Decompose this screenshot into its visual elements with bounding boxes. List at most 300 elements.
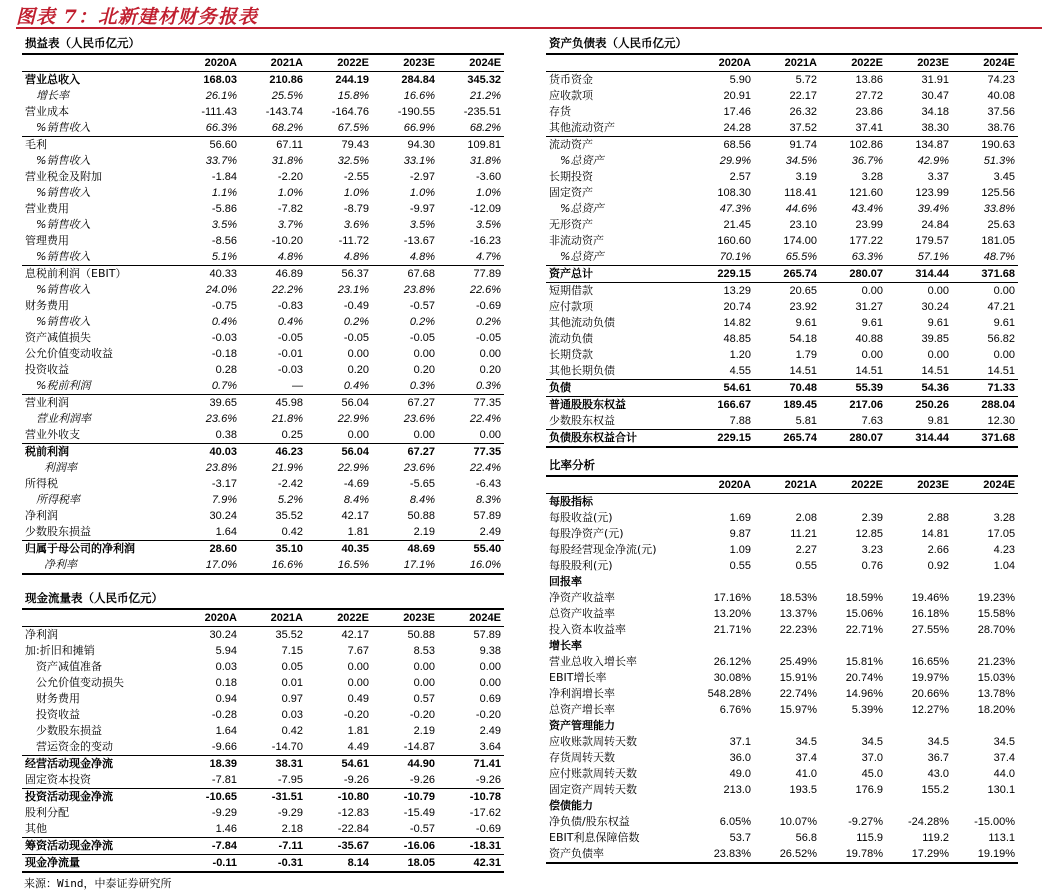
year-header: 2022E	[306, 609, 372, 627]
cell-value: 20.74%	[845, 672, 883, 684]
cell-value: -9.27%	[848, 816, 883, 828]
row-label: 所得税	[25, 477, 58, 490]
ratios-table	[546, 455, 1018, 864]
row-label: 营业成本	[25, 105, 69, 118]
table-row	[546, 542, 1018, 558]
cell-value: 19.23%	[977, 592, 1016, 604]
cell-value: 46.23	[240, 444, 306, 461]
row-label: 应收账款周转天数	[549, 735, 637, 748]
cell-value: -8.56	[211, 235, 237, 247]
cell-value: 189.45	[754, 397, 820, 414]
year-header: 2020A	[688, 54, 754, 72]
year-header: 2022E	[820, 54, 886, 72]
cell-value: 0.00	[993, 349, 1015, 361]
table-row	[546, 283, 1018, 300]
cell-value: -3.17	[211, 478, 237, 490]
cell-value: 22.4%	[469, 413, 502, 425]
balance-header-row	[546, 54, 1018, 72]
cell-value: 33.8%	[983, 203, 1015, 215]
table-row	[22, 460, 504, 476]
cell-value: 17.46	[723, 106, 751, 118]
row-label: 存货	[549, 105, 571, 118]
cell-value: 42.31	[438, 855, 504, 873]
year-header: 2024E	[438, 609, 504, 627]
cell-value: 26.32	[789, 106, 817, 118]
cell-value	[952, 494, 1018, 511]
cell-value: -0.03	[277, 364, 303, 376]
cell-value: 0.3%	[409, 380, 435, 392]
table-row	[546, 120, 1018, 137]
cell-value: 57.89	[473, 629, 501, 641]
cell-value: 55.39	[820, 380, 886, 397]
cell-value: 1.0%	[475, 187, 502, 199]
cell-value: 23.6%	[403, 462, 435, 474]
cell-value: 0.00	[479, 677, 501, 689]
cell-value: 26.52%	[754, 846, 820, 863]
cell-value: 63.3%	[851, 251, 883, 263]
table-row	[22, 707, 504, 723]
cell-value	[820, 574, 886, 590]
cell-value	[820, 798, 886, 814]
cell-value: 28.60	[174, 541, 240, 558]
cell-value: 50.88	[407, 629, 435, 641]
cell-value: 74.23	[987, 74, 1015, 86]
row-label: 营业费用	[25, 202, 69, 215]
cell-value: -18.31	[438, 838, 504, 855]
table-row	[22, 314, 504, 330]
cell-value	[688, 638, 754, 654]
ratios-title: 比率分析	[546, 455, 1018, 476]
cell-value: 160.60	[717, 235, 751, 247]
table-row	[22, 330, 504, 346]
table-row	[22, 476, 504, 492]
cell-value: 16.5%	[306, 557, 372, 574]
cell-value: 1.81	[347, 725, 369, 737]
cell-value: -22.84	[337, 823, 369, 835]
cell-value: -6.43	[475, 478, 502, 490]
cell-value: 2.88	[927, 512, 949, 524]
cell-value: 7.67	[347, 645, 369, 657]
cell-value: 0.00	[413, 429, 435, 441]
cell-value: 123.99	[915, 187, 949, 199]
cell-value: 17.29%	[886, 846, 952, 863]
cell-value: -0.05	[409, 332, 435, 344]
cell-value: 2.19	[413, 725, 435, 737]
cell-value: 65.5%	[785, 251, 817, 263]
table-row	[546, 315, 1018, 331]
cell-value: 16.0%	[438, 557, 504, 574]
cell-value: 371.68	[952, 430, 1018, 448]
cell-value: 48.69	[372, 541, 438, 558]
cell-value: 33.1%	[403, 155, 435, 167]
cell-value: 56.04	[306, 395, 372, 412]
row-label: 长期贷款	[549, 348, 593, 361]
cell-value: -0.20	[343, 709, 369, 721]
cell-value: -7.82	[277, 203, 303, 215]
ratio-analysis-panel	[546, 455, 1018, 864]
cell-value: -9.29	[277, 807, 303, 819]
cell-value: 176.9	[855, 784, 883, 796]
cell-value	[754, 798, 820, 814]
table-row	[546, 331, 1018, 347]
cell-value: 8.3%	[475, 494, 502, 506]
year-header: 2020A	[688, 476, 754, 494]
cell-value: 5.72	[795, 74, 817, 86]
year-header: 2024E	[438, 54, 504, 72]
cell-value: 19.78%	[820, 846, 886, 863]
cell-value: 0.00	[861, 349, 883, 361]
cell-value: -0.20	[409, 709, 435, 721]
cell-value: 3.19	[795, 171, 817, 183]
table-row	[546, 169, 1018, 185]
cell-value: -13.67	[403, 235, 435, 247]
cell-value: 15.8%	[337, 90, 369, 102]
cell-value: 56.8	[795, 832, 817, 844]
cell-value: 0.92	[927, 560, 949, 572]
row-label: 投入资本收益率	[549, 623, 626, 636]
cell-value: 23.8%	[403, 284, 435, 296]
row-label: 营业利润	[22, 395, 174, 412]
cell-value: 1.1%	[211, 187, 237, 199]
table-row	[22, 691, 504, 707]
row-label: 股利分配	[25, 806, 69, 819]
cell-value: -143.74	[265, 106, 303, 118]
cell-value	[886, 718, 952, 734]
row-label: EBIT利息保障倍数	[549, 831, 640, 844]
cell-value: 3.5%	[475, 219, 502, 231]
cell-value: -5.65	[409, 478, 435, 490]
cell-value: 0.2%	[409, 316, 435, 328]
table-row	[546, 137, 1018, 154]
cell-value: 79.43	[306, 137, 372, 154]
cell-value: 1.09	[729, 544, 751, 556]
cell-value: 115.9	[856, 832, 883, 844]
cell-value: 0.2%	[475, 316, 502, 328]
table-row	[22, 217, 504, 233]
cell-value: 38.76	[987, 122, 1015, 134]
cell-value: 12.30	[987, 415, 1015, 427]
table-row	[546, 670, 1018, 686]
row-label: 货币资金	[549, 73, 593, 86]
cell-value: 2.57	[729, 171, 751, 183]
cell-value: 25.5%	[271, 90, 303, 102]
cell-value: -7.95	[277, 774, 303, 786]
cell-value: 8.4%	[343, 494, 369, 506]
row-label: %销售收入	[36, 250, 91, 263]
cell-value: 2.49	[479, 526, 502, 538]
cell-value: 17.1%	[372, 557, 438, 574]
row-label: 经营活动现金净流	[22, 756, 174, 773]
cell-value: 23.92	[789, 301, 817, 313]
cell-value: 14.82	[723, 317, 751, 329]
cell-value: 3.6%	[343, 219, 369, 231]
cell-value: 0.28	[215, 364, 237, 376]
cell-value: 12.85	[855, 528, 883, 540]
cell-value: 20.91	[723, 90, 751, 102]
cell-value	[820, 718, 886, 734]
cell-value: 22.4%	[469, 462, 502, 474]
cell-value: 14.51	[855, 365, 883, 377]
row-label: 投资收益	[25, 363, 69, 376]
table-row	[546, 185, 1018, 201]
table-row	[22, 427, 504, 444]
cell-value: 77.89	[438, 266, 504, 283]
cell-value: 3.64	[479, 741, 501, 753]
cell-value: 1.20	[729, 349, 751, 361]
cell-value: 3.5%	[409, 219, 435, 231]
cell-value: 2.19	[413, 526, 435, 538]
cell-value: 5.90	[729, 74, 751, 86]
cell-value: 30.24	[209, 510, 237, 522]
cashflow-header-row	[22, 609, 504, 627]
cell-value: 12.27%	[911, 704, 949, 716]
cell-value: -164.76	[331, 106, 369, 118]
row-label: 投资活动现金净流	[22, 789, 174, 806]
cell-value: 108.30	[717, 187, 751, 199]
cell-value: 13.78%	[977, 688, 1016, 700]
table-row	[22, 378, 504, 395]
cell-value: 44.90	[372, 756, 438, 773]
table-row	[22, 557, 504, 574]
row-label: 流动资产	[546, 137, 688, 154]
cell-value: 0.00	[820, 283, 886, 300]
table-row	[22, 169, 504, 185]
cell-value: -7.11	[240, 838, 306, 855]
balance-table	[546, 33, 1018, 448]
year-header: 2022E	[820, 476, 886, 494]
table-row	[22, 88, 504, 104]
cell-value: 71.33	[952, 380, 1018, 397]
cell-value: 14.51	[789, 365, 817, 377]
year-header: 2021A	[240, 54, 306, 72]
cell-value: 47.21	[987, 301, 1015, 313]
table-row	[546, 558, 1018, 574]
header-blank	[22, 609, 174, 627]
cell-value: 8.53	[413, 645, 435, 657]
cell-value: 40.35	[306, 541, 372, 558]
table-row	[22, 659, 504, 675]
cell-value: 109.81	[438, 137, 504, 154]
cell-value: -2.97	[409, 171, 435, 183]
header-blank	[546, 54, 688, 72]
table-row	[22, 120, 504, 137]
cell-value: 14.96%	[845, 688, 883, 700]
table-row	[546, 830, 1018, 846]
cell-value: 39.4%	[917, 203, 949, 215]
cell-value: 288.04	[952, 397, 1018, 414]
cell-value: 40.33	[174, 266, 240, 283]
cell-value: -0.01	[277, 348, 303, 360]
cell-value: 67.68	[372, 266, 438, 283]
cell-value: 19.97%	[911, 672, 949, 684]
cell-value: 56.04	[306, 444, 372, 461]
cell-value: -11.72	[338, 235, 369, 247]
table-row	[546, 88, 1018, 104]
row-label: %销售收入	[36, 154, 91, 167]
cell-value: 13.37%	[779, 608, 817, 620]
cell-value: 0.3%	[475, 380, 502, 392]
row-label: 资产减值准备	[36, 660, 102, 673]
cell-value: 36.7%	[851, 155, 883, 167]
row-label: 负债股东权益合计	[546, 430, 688, 448]
cell-value: 37.4	[795, 752, 817, 764]
table-row	[22, 756, 504, 773]
cell-value: 250.26	[886, 397, 952, 414]
cell-value	[688, 798, 754, 814]
cell-value: 4.55	[729, 365, 751, 377]
cell-value: 57.89	[473, 510, 502, 522]
cell-value: -16.23	[469, 235, 502, 247]
cell-value: -0.11	[174, 855, 240, 873]
cell-value: 37.1	[729, 736, 751, 748]
table-row	[22, 723, 504, 739]
cell-value: 10.07%	[779, 816, 817, 828]
cell-value: 1.0%	[409, 187, 435, 199]
cell-value	[886, 574, 952, 590]
row-label: 营业外收支	[25, 428, 80, 441]
row-label: 营业税金及附加	[25, 170, 102, 183]
row-label: 长期投资	[549, 170, 593, 183]
table-row	[546, 201, 1018, 217]
cell-value: 0.00	[347, 661, 369, 673]
table-row	[546, 526, 1018, 542]
cell-value: 22.74%	[779, 688, 817, 700]
year-header: 2024E	[952, 54, 1018, 72]
cell-value	[688, 494, 754, 511]
table-row	[22, 855, 504, 873]
cell-value: 23.83%	[688, 846, 754, 863]
table-row	[546, 686, 1018, 702]
cell-value: 15.58%	[977, 608, 1016, 620]
table-row	[22, 444, 504, 461]
table-row	[546, 233, 1018, 249]
cell-value	[754, 718, 820, 734]
row-label: 回报率	[549, 575, 582, 588]
cell-value: 0.20	[479, 364, 502, 376]
cell-value: 7.9%	[211, 494, 237, 506]
cell-value: 14.51	[987, 365, 1015, 377]
row-label: 财务费用	[36, 692, 80, 705]
table-row	[22, 789, 504, 806]
table-row	[22, 362, 504, 378]
cell-value: 179.57	[915, 235, 949, 247]
cell-value: 38.30	[921, 122, 949, 134]
cell-value: -0.05	[343, 332, 369, 344]
cell-value: 15.81%	[845, 656, 883, 668]
cell-value: -9.26	[475, 774, 501, 786]
cell-value: 17.16%	[713, 592, 751, 604]
table-row	[22, 541, 504, 558]
table-row	[22, 395, 504, 412]
ratios-header-row	[546, 476, 1018, 494]
row-label: %税前利润	[36, 379, 91, 392]
cell-value: 134.87	[886, 137, 952, 154]
cell-value: 0.03	[215, 661, 237, 673]
cell-value: 7.15	[281, 645, 303, 657]
row-label: 加:折旧和摊销	[25, 644, 95, 657]
cell-value: 0.20	[413, 364, 435, 376]
cell-value: -31.51	[240, 789, 306, 806]
table-row	[22, 524, 504, 541]
cell-value: 0.00	[479, 661, 501, 673]
cell-value: 1.46	[215, 823, 237, 835]
cell-value: 34.5	[795, 736, 817, 748]
cell-value: 2.39	[861, 512, 883, 524]
cashflow-table	[22, 588, 504, 873]
table-row	[546, 846, 1018, 863]
row-label: %总资产	[560, 154, 604, 167]
cell-value: 36.7	[927, 752, 949, 764]
row-label: 资产负债率	[546, 846, 688, 863]
cell-value: 0.00	[413, 661, 435, 673]
cell-value: 24.28	[723, 122, 751, 134]
cell-value: 18.59%	[845, 592, 883, 604]
year-header: 2023E	[372, 54, 438, 72]
row-label: 固定资产周转天数	[549, 783, 637, 796]
cell-value: 23.99	[855, 219, 883, 231]
cell-value: 9.61	[795, 317, 817, 329]
cell-value: 23.8%	[205, 462, 237, 474]
table-row	[22, 508, 504, 524]
cell-value: 3.45	[993, 171, 1015, 183]
cell-value: -12.83	[337, 807, 369, 819]
cell-value	[886, 798, 952, 814]
table-row	[546, 750, 1018, 766]
cell-value: 31.91	[921, 74, 949, 86]
cell-value: 1.64	[215, 526, 237, 538]
table-row	[22, 104, 504, 120]
cell-value: 39.65	[174, 395, 240, 412]
cell-value: 30.24	[209, 629, 237, 641]
cell-value: 18.05	[372, 855, 438, 873]
cell-value: 14.51	[921, 365, 949, 377]
cell-value: 0.00	[952, 283, 1018, 300]
cell-value: 210.86	[269, 74, 303, 86]
cell-value: -0.69	[475, 823, 501, 835]
cell-value: 91.74	[754, 137, 820, 154]
source-note: 来源：Wind，中泰证券研究所	[24, 877, 172, 890]
cell-value: 3.28	[993, 512, 1016, 524]
row-label: 普通股股东权益	[546, 397, 688, 414]
table-row	[546, 814, 1018, 830]
cell-value: 19.19%	[952, 846, 1018, 863]
cell-value: -2.55	[343, 171, 369, 183]
cell-value: -15.00%	[974, 816, 1016, 828]
cell-value	[688, 718, 754, 734]
header-blank	[22, 54, 174, 72]
table-row	[546, 104, 1018, 120]
cell-value: 0.20	[347, 364, 369, 376]
cell-value: -17.62	[469, 807, 501, 819]
row-label: 归属于母公司的净利润	[22, 541, 174, 558]
cell-value: -15.49	[403, 807, 435, 819]
cell-value	[820, 638, 886, 654]
row-label: 毛利	[22, 137, 174, 154]
table-row	[22, 838, 504, 855]
row-label: 净利润增长率	[549, 687, 615, 700]
cell-value: 6.76%	[719, 704, 751, 716]
cell-value: 35.52	[275, 629, 303, 641]
cell-value: 3.28	[861, 171, 883, 183]
row-label: 少数股东损益	[36, 724, 102, 737]
cell-value: 30.24	[921, 301, 949, 313]
table-row	[546, 413, 1018, 430]
cell-value: 125.56	[981, 187, 1015, 199]
cell-value: 18.20%	[977, 704, 1016, 716]
cell-value: 0.18	[215, 677, 237, 689]
cell-value: 24.84	[921, 219, 949, 231]
table-row	[546, 574, 1018, 590]
